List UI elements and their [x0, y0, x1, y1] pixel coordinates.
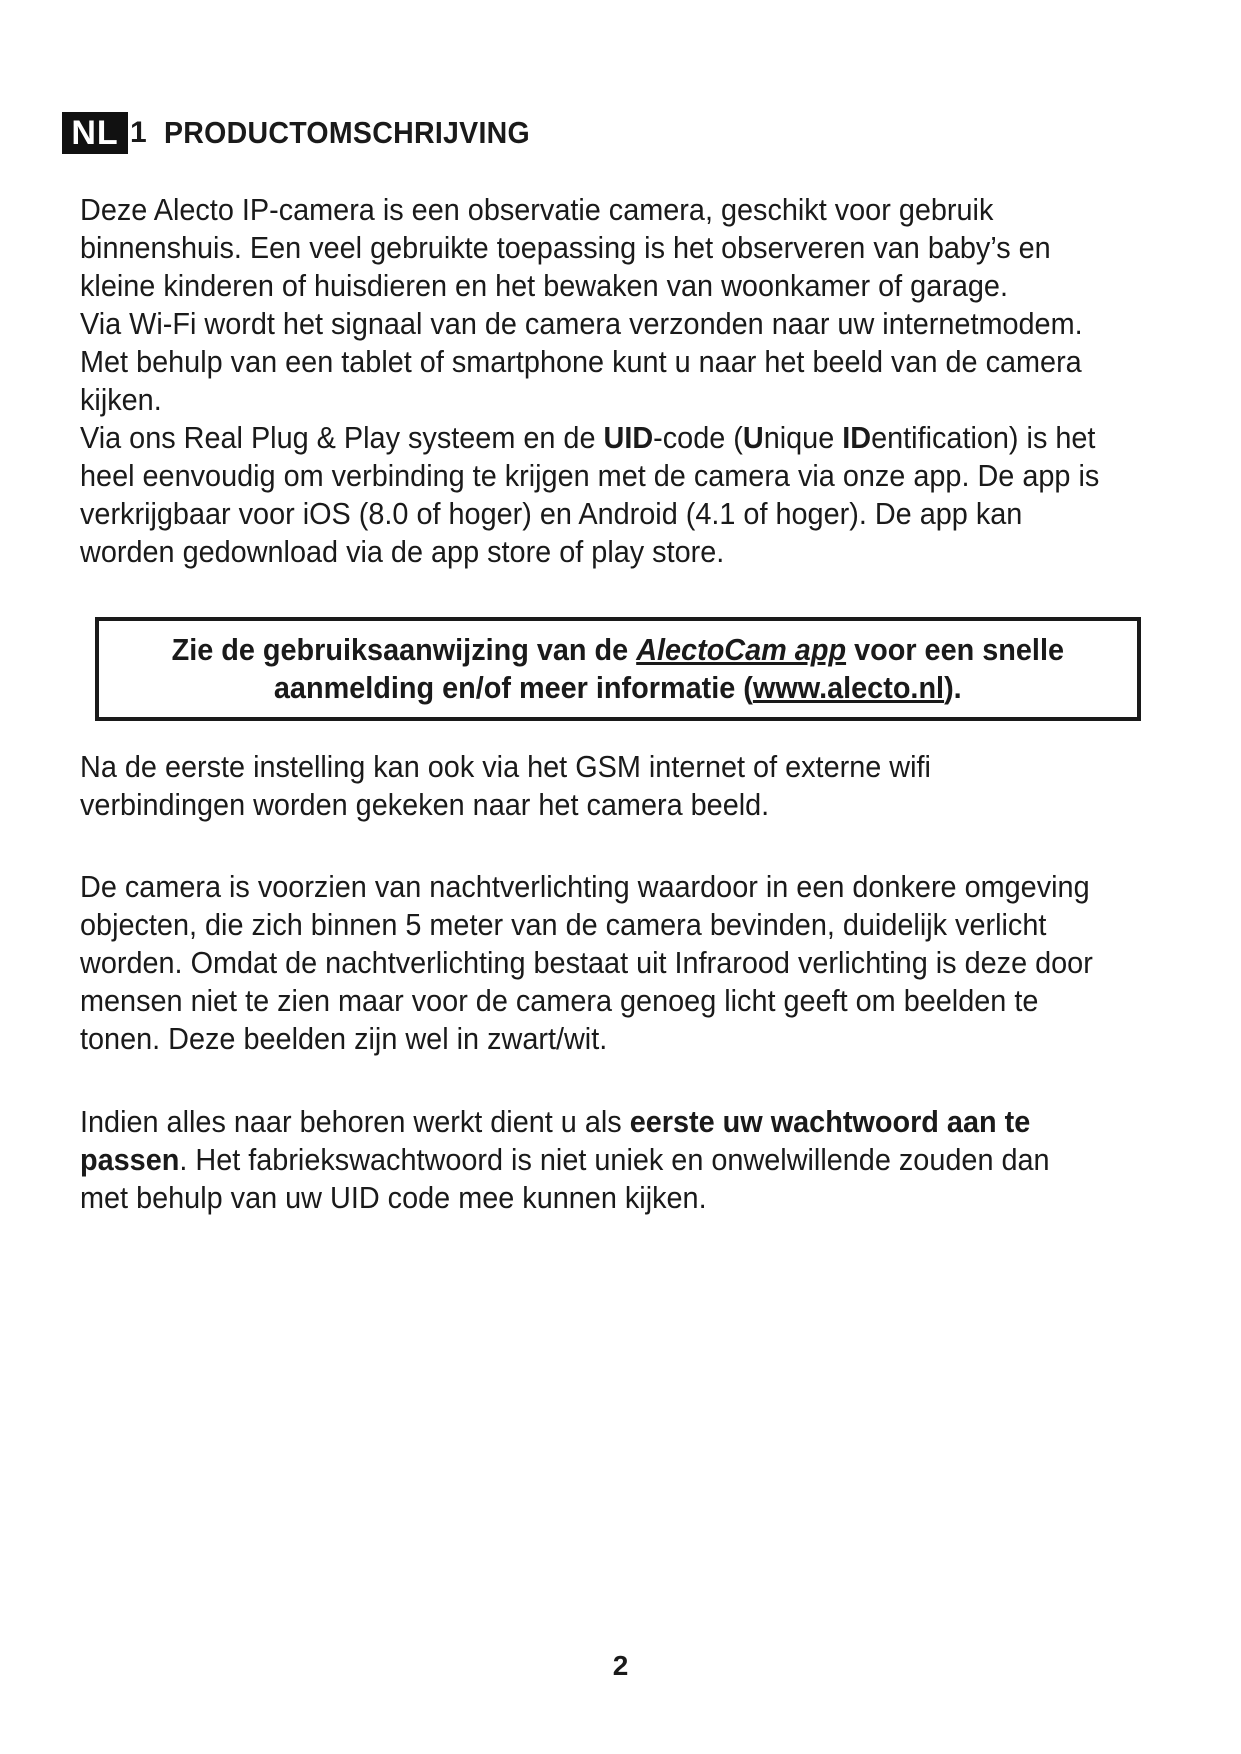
intro-paragraph-1: Deze Alecto IP-camera is een observatie camera, geschikt voor gebruik binnenshuis. Een veel gebruikte toepassing is het observeren van baby’s en kleine kinderen of huisdieren en het bewaken van woonkamer of garage.	[80, 192, 1051, 303]
night-vision-text	[80, 868, 1103, 1058]
intro-paragraph-2: Via Wi-Fi wordt het signaal van de camera verzonden naar uw internetmodem. Met behulp van een tablet of smartphone kunt u naar het beeld van de camera kijken.	[80, 306, 1083, 417]
section-number: 1	[130, 116, 147, 149]
uid-term: UID	[603, 420, 654, 455]
section-heading	[62, 112, 562, 154]
paragraph-night-vision: De camera is voorzien van nachtverlichting waardoor in een donkere omgeving objecten, die zich binnen 5 meter van de camera bevinden, duidelijk verlicht worden. Omdat de nachtverlichting bestaat uit Infrarood verlichting is deze door mensen niet te zien maar voor de camera genoeg licht geeft om beelden te tonen. Deze beelden zijn wel in zwart/wit.	[80, 869, 1093, 1056]
after-notice-text	[80, 748, 1103, 824]
paragraph-gsm: Na de eerste instelling kan ook via het GSM internet of externe wifi verbindingen worden gekeken naar het camera beeld.	[80, 749, 931, 822]
intro-text	[80, 191, 1103, 571]
notice-line-1: Zie de gebruiksaanwijzing van de AlectoCam app voor een snelle	[171, 632, 1065, 667]
language-badge: NL	[62, 112, 128, 154]
intro-paragraph-3: Via ons Real Plug & Play systeem en de UID-code (Unique IDentification) is het heel eenvoudig om verbinding te krijgen met de camera via onze app. De app is verkrijgbaar voor iOS (8.0 of hoger) en Android (4.1 of hoger). De app kan worden gedownload via de app store of play store.	[80, 420, 1100, 569]
section-title: PRODUCTOMSCHRIJVING	[164, 115, 531, 150]
password-text	[80, 1103, 1103, 1217]
app-name-link[interactable]: AlectoCam app	[636, 632, 847, 667]
notice-box	[95, 617, 1141, 721]
password-warning: eerste uw wachtwoord aan te passen	[80, 1104, 1031, 1177]
notice-text	[172, 631, 1064, 707]
page-number: 2	[612, 1650, 629, 1681]
paragraph-password: Indien alles naar behoren werkt dient u als eerste uw wachtwoord aan te passen. Het fabriekswachtwoord is niet uniek en onwelwillende zouden dan met behulp van uw UID code mee kunnen kijken.	[80, 1104, 1050, 1215]
notice-line-2: aanmelding en/of meer informatie (www.alecto.nl).	[274, 670, 962, 705]
website-link[interactable]: www.alecto.nl	[753, 670, 945, 705]
